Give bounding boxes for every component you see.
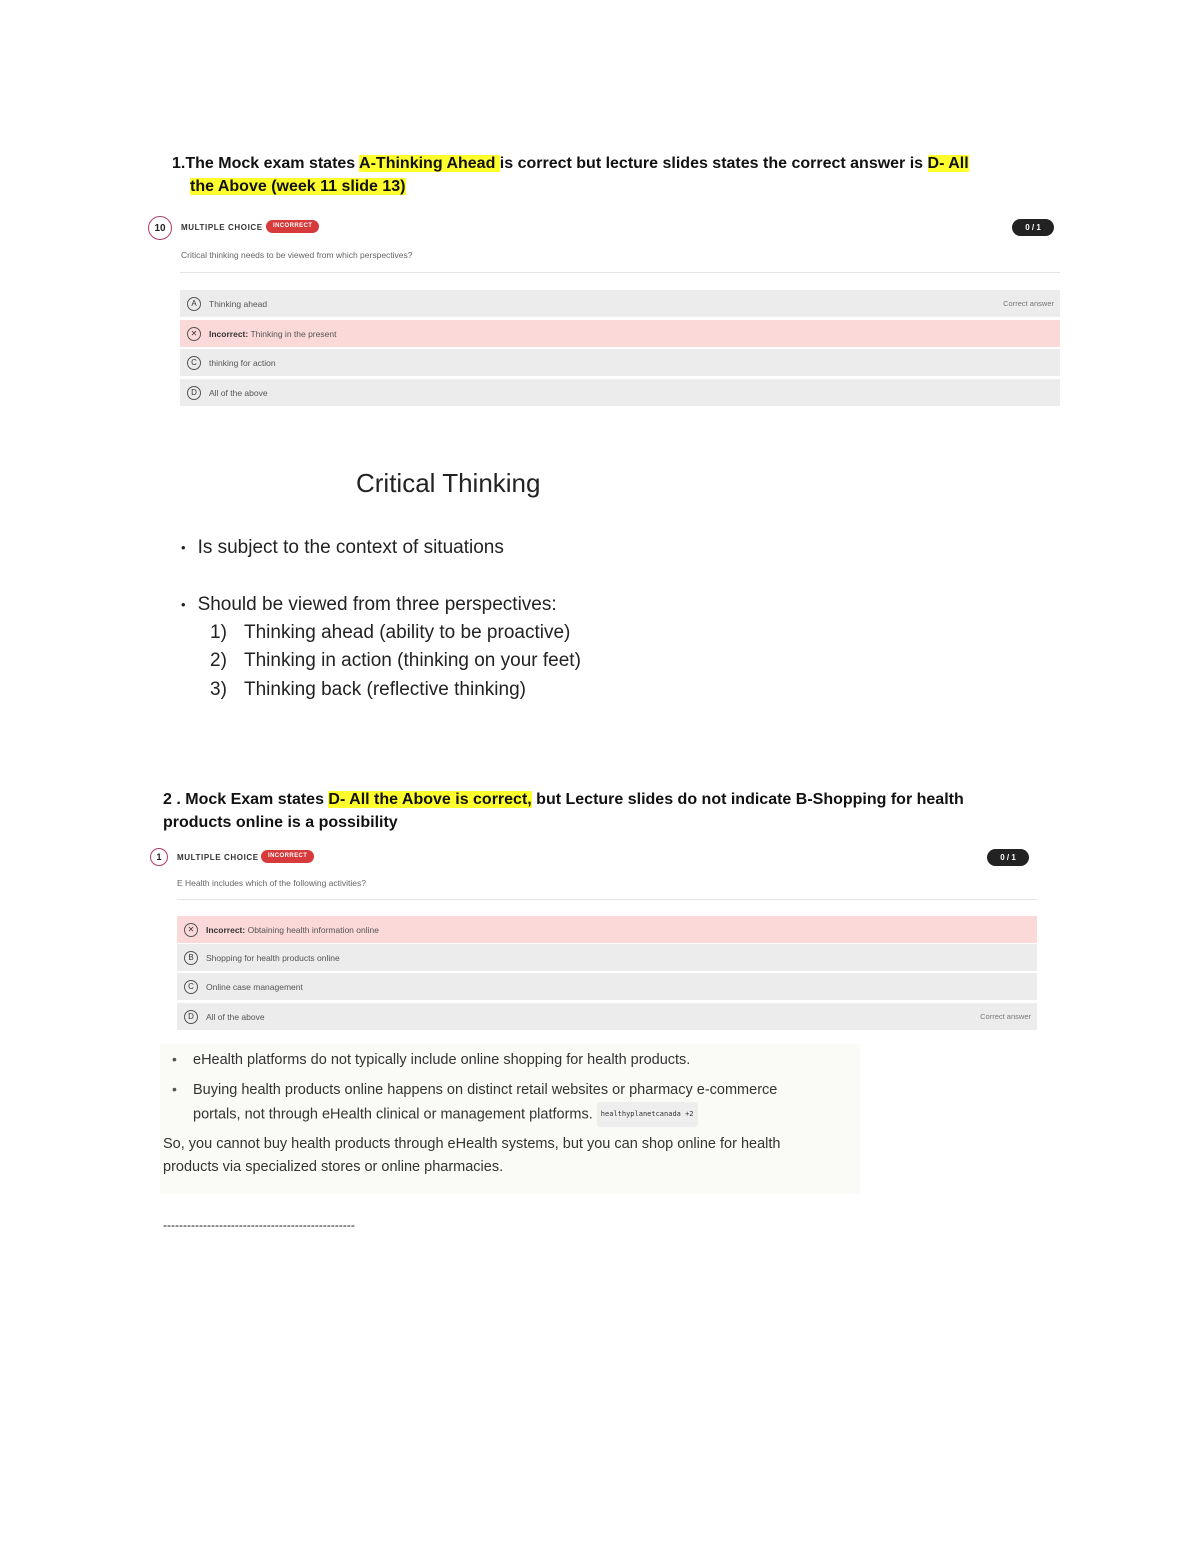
question-divider: [177, 899, 1037, 900]
option-text: thinking for action: [209, 357, 276, 368]
ai-bullet-2-line-1: Buying health products online happens on distinct retail websites or pharmacy e-commerce: [193, 1082, 778, 1098]
note-2-text: Mock Exam states: [180, 791, 329, 808]
source-chip[interactable]: healthyplanetcanada +2: [597, 1102, 698, 1127]
question-divider: [180, 272, 1060, 273]
question-text: E Health includes which of the following activities?: [177, 878, 366, 888]
note-1-text: The Mock exam states: [185, 155, 360, 172]
question-text: Critical thinking needs to be viewed from which perspectives?: [181, 250, 413, 260]
option-letter: C: [187, 356, 201, 370]
slide-numbered-2: 2) Thinking in action (thinking on your feet): [210, 650, 581, 671]
option-letter: D: [184, 1010, 198, 1024]
ai-paragraph-line-1: So, you cannot buy health products through eHealth systems, but you can shop online for health: [163, 1136, 781, 1152]
note-1-number: 1.: [172, 155, 186, 172]
option-letter: B: [184, 951, 198, 965]
option-text: Incorrect: Obtaining health information online: [206, 924, 379, 935]
slide-numbered-1: 1) Thinking ahead (ability to be proactive): [210, 622, 571, 643]
option-b-incorrect[interactable]: [180, 320, 1060, 347]
option-text: All of the above: [206, 1011, 265, 1022]
note-1-text-middle: is correct but lecture slides states the correct answer is: [499, 155, 928, 172]
score-pill: 0 / 1: [987, 849, 1029, 866]
option-a[interactable]: [180, 290, 1060, 317]
note-1-highlight-reference: the Above (week 11 slide 13): [190, 178, 406, 195]
note-1-line-2: [172, 175, 1052, 198]
question-type-label: MULTIPLE CHOICE: [181, 223, 263, 232]
slide-numbered-3: 3) Thinking back (reflective thinking): [210, 679, 526, 700]
option-text: Thinking ahead: [209, 298, 268, 309]
ai-bullet-1: eHealth platforms do not typically include online shopping for health products.: [193, 1052, 691, 1068]
incorrect-badge: INCORRECT: [261, 850, 314, 863]
correct-answer-label: Correct answer: [1003, 299, 1054, 308]
option-b[interactable]: [177, 944, 1037, 971]
option-letter: D: [187, 386, 201, 400]
note-2: [163, 788, 1063, 834]
close-icon: ✕: [184, 923, 198, 937]
divider-line: ------------------------------------------------: [163, 1218, 355, 1232]
option-c[interactable]: [180, 349, 1060, 376]
note-2-number: 2 .: [163, 791, 181, 808]
note-1: [172, 152, 1052, 198]
option-text: All of the above: [209, 387, 268, 398]
question-number-badge: 10: [148, 216, 172, 240]
note-2-line-1: [163, 788, 1063, 811]
option-a-incorrect[interactable]: [177, 916, 1037, 943]
ai-paragraph-line-2: products via specialized stores or online pharmacies.: [163, 1159, 504, 1175]
note-2-highlight: D- All the Above is correct,: [328, 791, 532, 808]
option-text: Online case management: [206, 981, 303, 992]
note-1-line-1: [172, 152, 1052, 175]
option-letter: C: [184, 980, 198, 994]
option-text: Incorrect: Thinking in the present: [209, 328, 337, 339]
ai-bullet-2-line-2: portals, not through eHealth clinical or management platforms. healthyplanetcanada +2: [193, 1102, 698, 1127]
note-1-highlight-d: D- All: [927, 155, 969, 172]
question-number-badge: 1: [150, 848, 168, 866]
option-d[interactable]: [180, 379, 1060, 406]
close-icon: ✕: [187, 327, 201, 341]
option-c[interactable]: [177, 973, 1037, 1000]
slide-title: Critical Thinking: [356, 468, 541, 498]
bullet-dot: •: [172, 1081, 177, 1097]
slide-bullet-1: • Is subject to the context of situations: [181, 537, 504, 558]
note-2-text-after: but Lecture slides do not indicate B-Shopping for health: [531, 791, 964, 808]
option-letter: A: [187, 297, 201, 311]
slide-bullet-2: • Should be viewed from three perspectives:: [181, 594, 557, 615]
correct-answer-label: Correct answer: [980, 1012, 1031, 1021]
score-pill: 0 / 1: [1012, 219, 1054, 236]
bullet-dot: •: [172, 1051, 177, 1067]
incorrect-badge: INCORRECT: [266, 220, 319, 233]
question-type-label: MULTIPLE CHOICE: [177, 853, 259, 862]
note-1-highlight-a: A-Thinking Ahead: [359, 155, 500, 172]
option-d[interactable]: [177, 1003, 1037, 1030]
note-2-line-2: products online is a possibility: [163, 814, 398, 831]
option-text: Shopping for health products online: [206, 952, 340, 963]
